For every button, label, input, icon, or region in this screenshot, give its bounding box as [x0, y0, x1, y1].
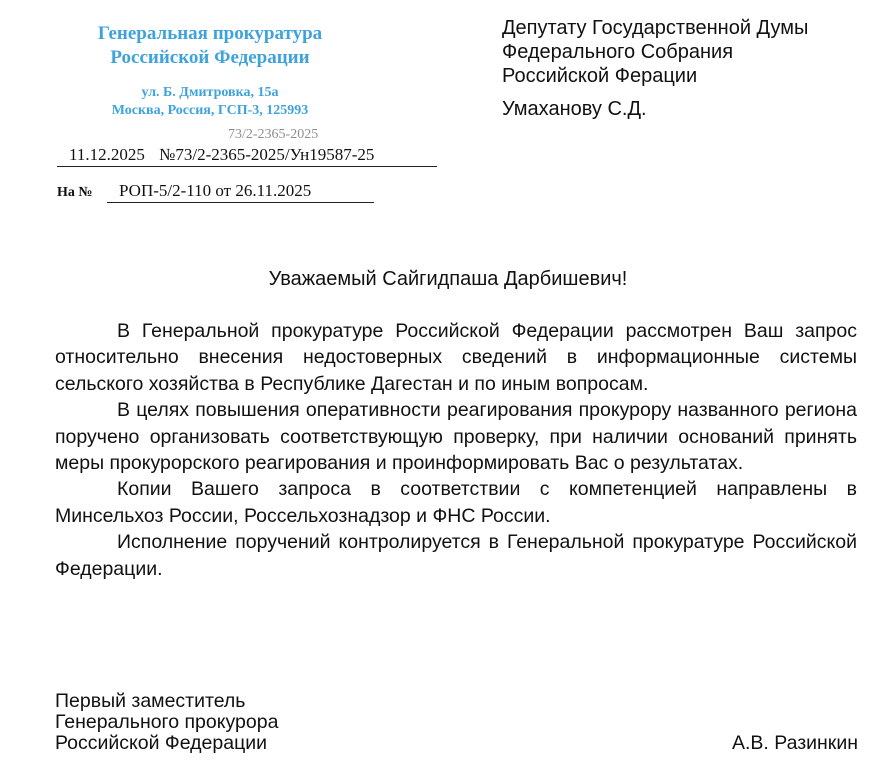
addressee-block: [502, 16, 808, 88]
addressee-line: Депутату Государственной Думы: [502, 17, 809, 39]
letterhead-address: [60, 84, 360, 120]
salutation: Уважаемый Сайгидпаша Дарбишевич!: [268, 268, 628, 290]
registration-line: [57, 144, 437, 167]
signatory-title-line: Генерального прокурора: [55, 711, 279, 733]
signatory-title: [55, 691, 278, 754]
registration-number: №73/2-2365-2025/Ун19587-25: [159, 145, 375, 164]
addressee-line: Федерального Собрания: [502, 41, 734, 63]
signatory-title-line: Российской Федерации: [55, 732, 268, 754]
body-paragraph: Копии Вашего запроса в соответствии с компетенцией направлены в Минсельхоз России, Россельхознадзор и ФНС России.: [55, 478, 857, 527]
org-name-line: Российской Федерации: [110, 47, 310, 68]
letter-body: [55, 318, 857, 582]
signatory-name: А.В. Разинкин: [731, 732, 858, 754]
addressee-name: Умаханову С.Д.: [502, 98, 647, 120]
stamped-number-fragment: 73/2-2365-2025: [228, 127, 319, 142]
signatory-title-line: Первый заместитель: [55, 690, 246, 712]
body-paragraph: В Генеральной прокуратуре Российской Федерации рассмотрен Ваш запрос относительно внесения недостоверных сведений в информационные системы сельского хозяйства в Республике Дагестан и по иным вопросам.: [55, 320, 857, 395]
addressee-line: Российской Ферации: [502, 65, 698, 87]
body-paragraph: Исполнение поручений контролируется в Генеральной прокуратуре Российской Федерации.: [55, 531, 857, 580]
address-line: Москва, Россия, ГСП-3, 125993: [111, 103, 309, 118]
letterhead-org-name: [60, 22, 360, 70]
address-line: ул. Б. Дмитровка, 15а: [141, 85, 279, 100]
reference-label: На №: [57, 185, 93, 200]
reference-line: [57, 180, 312, 204]
registration-date: 11.12.2025: [69, 145, 145, 164]
body-paragraph: В целях повышения оперативности реагирования прокурору названного региона поручено организовать соответствующую проверку, при наличии оснований принять меры прокурорского реагирования и проинформировать Вас о результатах.: [55, 399, 857, 475]
reference-value: РОП-5/2-110 от 26.11.2025: [107, 180, 374, 203]
org-name-line: Генеральная прокуратура: [97, 23, 323, 44]
